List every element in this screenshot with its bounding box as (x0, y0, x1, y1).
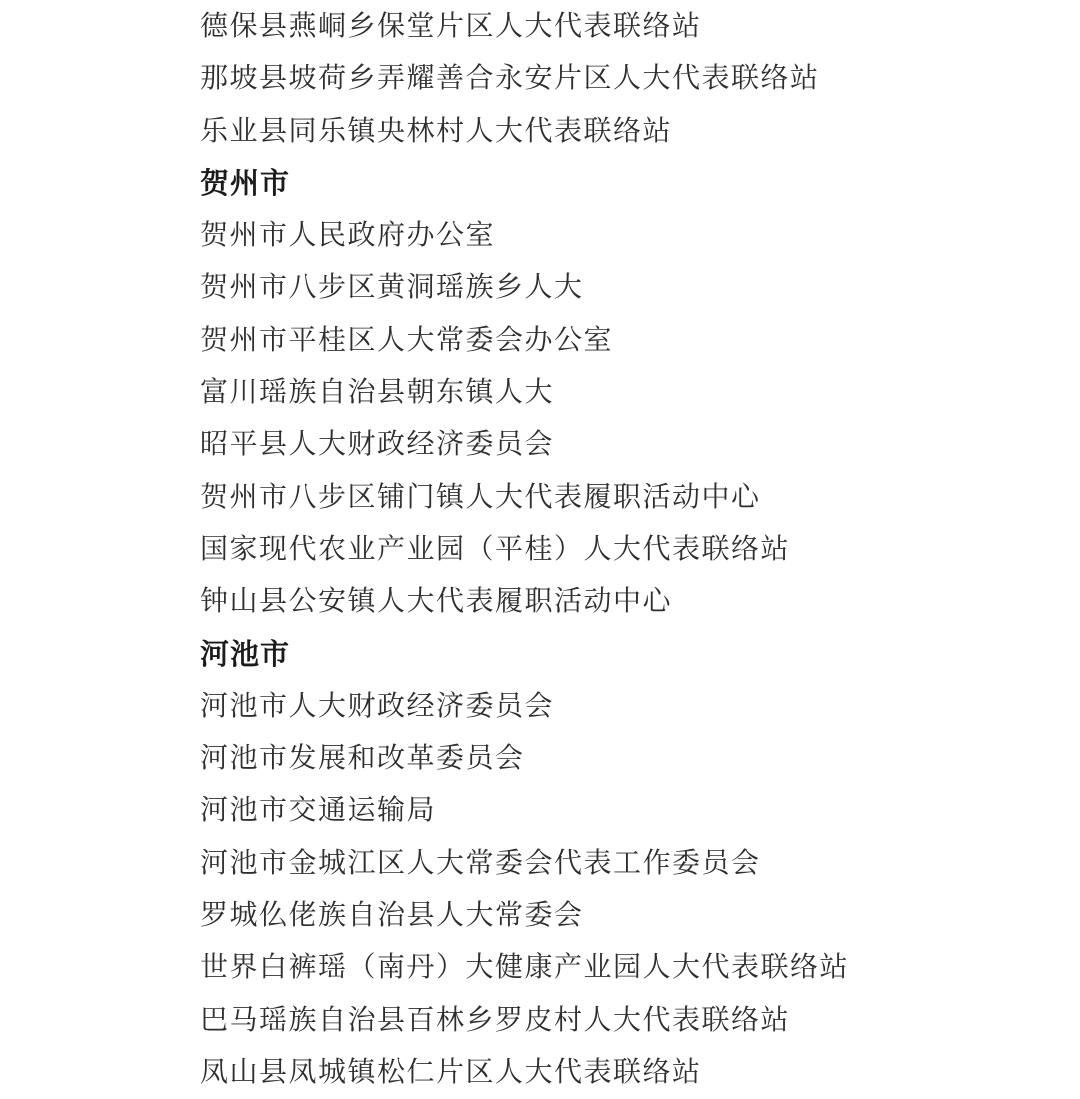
org-list-item: 贺州市八步区黄洞瑶族乡人大 (200, 272, 584, 304)
city-section-header: 贺州市 (200, 167, 291, 200)
org-list-item: 河池市发展和改革委员会 (200, 743, 525, 775)
org-list-item: 乐业县同乐镇央林村人大代表联络站 (200, 115, 673, 147)
org-list-item: 德保县燕峒乡保堂片区人大代表联络站 (200, 11, 702, 42)
org-list-item: 贺州市平桂区人大常委会办公室 (200, 324, 614, 356)
org-list-item: 富川瑶族自治县朝东镇人大 (200, 377, 555, 409)
org-list-item: 昭平县人大财政经济委员会 (200, 429, 555, 461)
org-list-item: 凤山县凤城镇松仁片区人大代表联络站 (200, 1056, 702, 1088)
org-list-item: 巴马瑶族自治县百林乡罗皮村人大代表联络站 (200, 1004, 791, 1036)
org-list-item: 世界白裤瑶（南丹）大健康产业园人大代表联络站 (200, 952, 850, 984)
org-list-item: 罗城仫佬族自治县人大常委会 (200, 900, 584, 932)
city-section-header: 河池市 (200, 638, 291, 671)
org-list-item: 国家现代农业产业园（平桂）人大代表联络站 (200, 533, 791, 565)
org-list-item: 钟山县公安镇人大代表履职活动中心 (200, 586, 673, 618)
org-list-item: 贺州市人民政府办公室 (200, 220, 496, 252)
org-list-item: 那坡县坡荷乡弄耀善合永安片区人大代表联络站 (200, 63, 820, 95)
org-list-item: 河池市金城江区人大常委会代表工作委员会 (200, 847, 761, 879)
org-list-item: 贺州市八步区铺门镇人大代表履职活动中心 (200, 481, 761, 513)
org-list-item: 河池市交通运输局 (200, 795, 437, 827)
org-list-item: 河池市人大财政经济委员会 (200, 690, 555, 722)
